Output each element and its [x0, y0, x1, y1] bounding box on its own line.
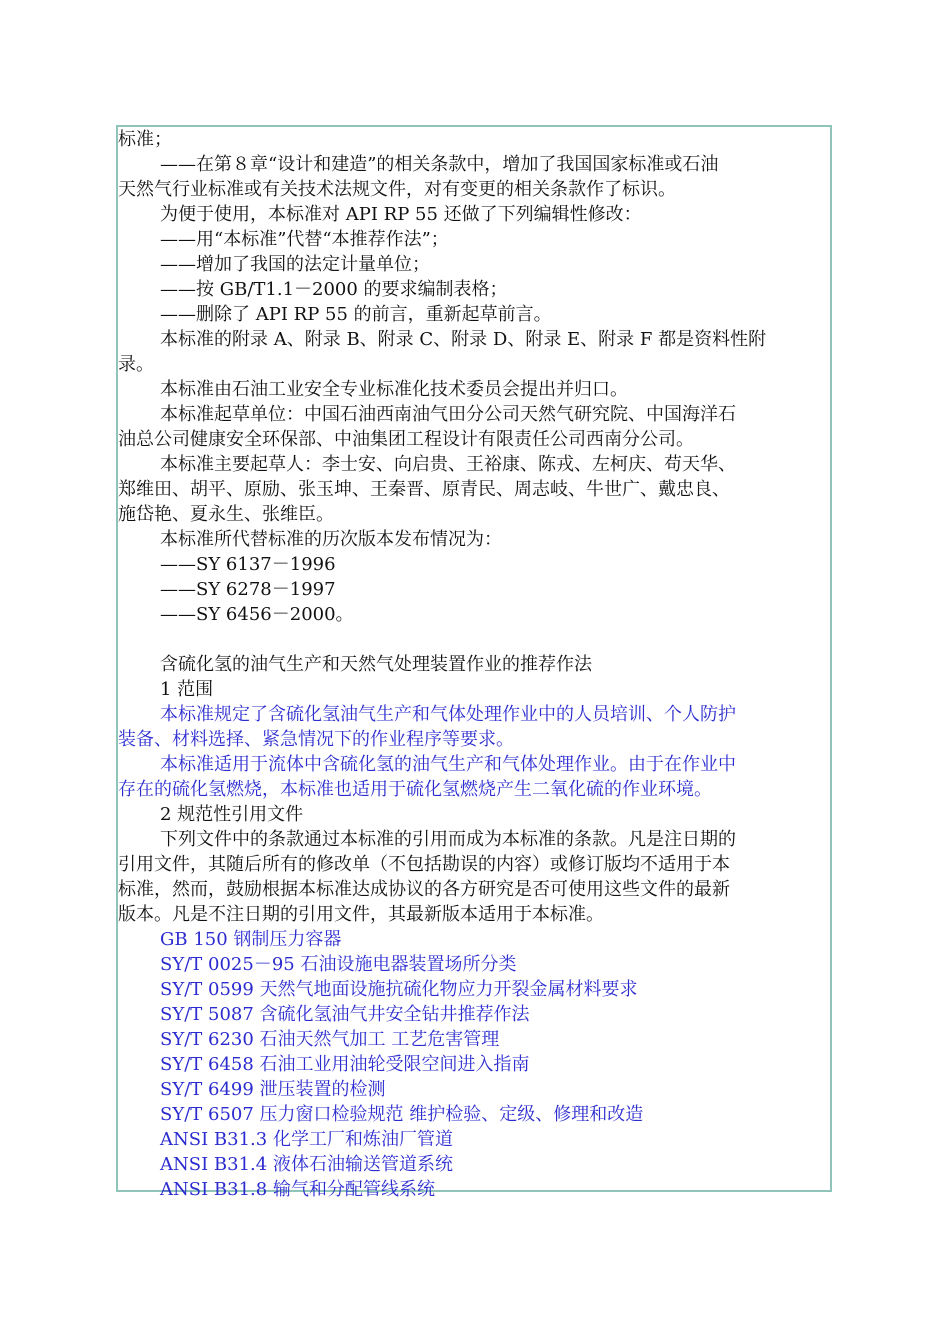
text-line: 本标准起草单位：中国石油西南油气田分公司天然气研究院、中国海洋石 [160, 404, 736, 425]
text-line: 版本。凡是不注日期的引用文件，其最新版本适用于本标准。 [118, 904, 604, 925]
text-line: ANSI B31.3 化学工厂和炼油厂管道 [160, 1129, 453, 1150]
text-line: 本标准主要起草人：李士安、向启贵、王裕康、陈戎、左柯庆、苟天华、 [160, 454, 736, 475]
text-line: ——在第８章“设计和建造”的相关条款中，增加了我国国家标准或石油 [160, 154, 719, 175]
text-line: 天然气行业标准或有关技术法规文件，对有变更的相关条款作了标识。 [118, 179, 676, 200]
text-line: SY/T 0599 天然气地面设施抗硫化物应力开裂金属材料要求 [160, 979, 638, 1000]
blank-line [118, 627, 830, 652]
text-line: 油总公司健康安全环保部、中油集团工程设计有限责任公司西南分公司。 [118, 429, 694, 450]
text-line: SY/T 6499 泄压装置的检测 [160, 1079, 386, 1100]
text-line: 为便于使用，本标准对 API RP 55 还做了下列编辑性修改： [160, 204, 642, 225]
text-line: SY/T 6458 石油工业用油轮受限空间进入指南 [160, 1054, 530, 1075]
text-line: ——SY 6456－2000。 [160, 604, 354, 625]
text-line: ——SY 6137－1996 [160, 554, 336, 575]
text-line: SY/T 0025－95 石油设施电器装置场所分类 [160, 954, 517, 975]
text-line: 录。 [118, 354, 154, 375]
text-line: ——增加了我国的法定计量单位； [160, 254, 430, 275]
text-line: 2 规范性引用文件 [160, 804, 304, 825]
text-line: SY/T 6230 石油天然气加工 工艺危害管理 [160, 1029, 500, 1050]
text-line: 本标准由石油工业安全专业标准化技术委员会提出并归口。 [160, 379, 628, 400]
text-line: 引用文件，其随后所有的修改单（不包括勘误的内容）或修订版均不适用于本 [118, 854, 730, 875]
text-line: 本标准的附录 A、附录 B、附录 C、附录 D、附录 E、附录 F 都是资料性附 [160, 329, 767, 350]
text-line: ANSI B31.8 输气和分配管线系统 [160, 1179, 435, 1200]
text-line: ——删除了 API RP 55 的前言，重新起草前言。 [160, 304, 552, 325]
text-line: 1 范围 [160, 679, 214, 700]
text-line: 标准，然而，鼓励根据本标准达成协议的各方研究是否可使用这些文件的最新 [118, 879, 730, 900]
text-line: 存在的硫化氢燃烧，本标准也适用于硫化氢燃烧产生二氧化硫的作业环境。 [118, 779, 712, 800]
text-line: ANSI B31.4 液体石油输送管道系统 [160, 1154, 453, 1175]
text-line: SY/T 6507 压力窗口检验规范 维护检验、定级、修理和改造 [160, 1104, 644, 1125]
text-line: 本标准所代替标准的历次版本发布情况为： [160, 529, 502, 550]
text-line: 施岱艳、夏永生、张维臣。 [118, 504, 334, 525]
text-line: ——用“本标准”代替“本推荐作法”； [160, 229, 449, 250]
document-body [118, 127, 830, 1202]
text-line: 装备、材料选择、紧急情况下的作业程序等要求。 [118, 729, 514, 750]
text-line: 含硫化氢的油气生产和天然气处理装置作业的推荐作法 [160, 654, 592, 675]
text-line: GB 150 钢制压力容器 [160, 929, 342, 950]
text-line: SY/T 5087 含硫化氢油气井安全钻井推荐作法 [160, 1004, 530, 1025]
text-line: ——按 GB/T1.1－2000 的要求编制表格； [160, 279, 508, 300]
text-line: 标准； [118, 129, 172, 150]
text-line: ——SY 6278－1997 [160, 579, 336, 600]
text-line: 下列文件中的条款通过本标准的引用而成为本标准的条款。凡是注日期的 [160, 829, 736, 850]
text-line: 郑维田、胡平、原励、张玉坤、王秦晋、原青民、周志岐、牛世广、戴忠良、 [118, 479, 730, 500]
text-line: 本标准规定了含硫化氢油气生产和气体处理作业中的人员培训、个人防护 [160, 704, 736, 725]
text-line: 本标准适用于流体中含硫化氢的油气生产和气体处理作业。由于在作业中 [160, 754, 736, 775]
